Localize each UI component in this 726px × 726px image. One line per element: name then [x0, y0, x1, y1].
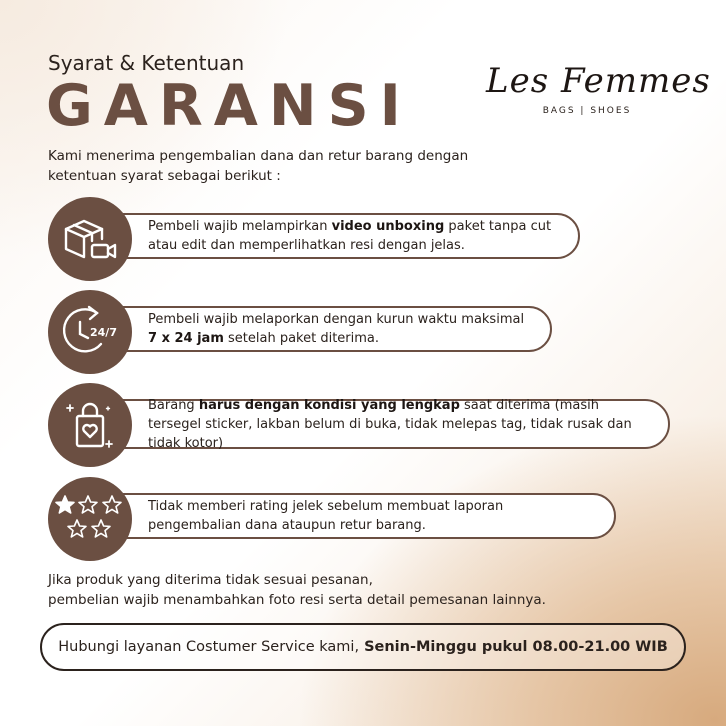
page-title: GARANSI — [46, 73, 412, 139]
item-text-pill — [88, 399, 670, 449]
item-text-pill — [88, 213, 580, 259]
brand-logo — [486, 61, 711, 132]
clock-24-7-icon — [48, 290, 132, 374]
contact-text: Hubungi layanan Costumer Service kami, — [58, 639, 360, 655]
shopping-bag-heart-icon — [48, 383, 132, 467]
note-line-2: pembelian wajib menambahkan foto resi serta detail pemesanan lainnya. — [48, 592, 546, 608]
brand-logo-script: Les Femmes — [486, 61, 711, 101]
item-text: Pembeli wajib melaporkan dengan kurun waktu maksimal 7 x 24 jam setelah paket diterima. — [148, 312, 525, 346]
intro-text: Kami menerima pengembalian dana dan retur barang dengan ketentuan syarat sebagai berikut : — [48, 148, 469, 184]
item-text: Pembeli wajib melampirkan video unboxing paket tanpa cut atau edit dan memperlihatkan resi dengan jelas. — [148, 219, 552, 253]
svg-text:24/7: 24/7 — [90, 326, 117, 339]
item-text-pill — [88, 306, 552, 352]
box-video-icon — [48, 197, 132, 281]
page-subtitle: Syarat & Ketentuan — [48, 51, 245, 75]
item-text-pill — [88, 493, 616, 539]
brand-tagline: BAGS | SHOES — [542, 106, 632, 116]
item-text: Barang harus dengan kondisi yang lengkap saat diterima (masih tersegel sticker, lakban belum di buka, tidak melepas tag, tidak rusak dan tidak kotor) — [148, 397, 632, 451]
additional-note — [48, 570, 608, 610]
stars-rating-icon — [48, 477, 132, 561]
contact-hours: Senin-Minggu pukul 08.00-21.00 WIB — [364, 639, 668, 655]
contact-banner — [40, 623, 686, 671]
item-text: Tidak memberi rating jelek sebelum membuat laporan pengembalian dana ataupun retur barang. — [148, 499, 504, 533]
note-line-1: Jika produk yang diterima tidak sesuai pesanan, — [48, 572, 373, 588]
